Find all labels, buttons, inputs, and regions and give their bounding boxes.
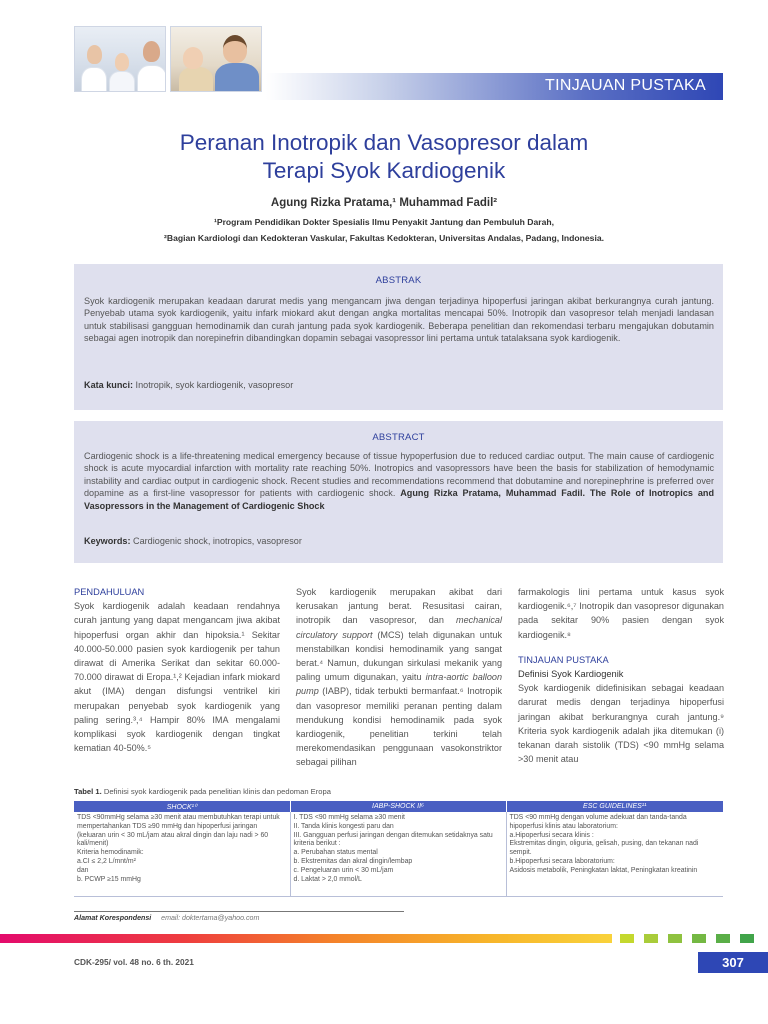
cell-line: III. Gangguan perfusi jaringan dengan ditemukan setidaknya satu kriteria berikut : bbox=[293, 831, 493, 848]
figure-head bbox=[223, 35, 247, 63]
figure-body bbox=[109, 71, 135, 92]
cell-line: b. Ekstremitas dan akral dingin/lembap bbox=[293, 857, 413, 865]
footer-square bbox=[668, 934, 682, 943]
table-cell-iabp bbox=[290, 812, 506, 896]
table-header-iabp: IABP-SHOCK II⁶ bbox=[290, 801, 506, 812]
abstrak-text: Syok kardiogenik merupakan keadaan darurat medis yang mengancam jiwa dengan terjadinya hipoperfusi jaringan akibat berkurangnya curah jantung. Penyebab utama syok kardiogenik, yaitu infark miokard akut dengan angka mortalitas mencapai 50%. Inotropik dan vasopresor telah menjadi landasan untuk stabilisasi gangguan hemodinamik dan curah jantung pada syok kardiogenik. Beberapa penelitian dan rekomendasi terbaru mengajukan dobutamin sebagai agen inotropik dan norepinefrin dibandingkan dopamin sebagai vasopressor lini pertama untuk tatalaksana syok kardiogenik. bbox=[84, 296, 714, 344]
abstrak-keywords bbox=[84, 380, 714, 390]
table-row bbox=[74, 812, 723, 896]
abstract-keywords bbox=[84, 536, 714, 546]
correspondence-email[interactable]: email: doktertama@yahoo.com bbox=[161, 914, 260, 922]
abstract-heading: ABSTRACT bbox=[372, 432, 425, 443]
abstrak-heading: ABSTRAK bbox=[375, 275, 422, 286]
affiliation-2: ²Bagian Kardiologi dan Kedokteran Vaskular, Fakultas Kedokteran, Universitas Andalas, Padang, Indonesia. bbox=[164, 233, 604, 243]
cell-line: TDS <90 mmHg dengan volume adekuat dan tanda-tanda hipoperfusi klinis atau laboratorium: bbox=[509, 814, 687, 830]
keywords-value: Cardiogenic shock, inotropics, vasopresor bbox=[130, 536, 302, 546]
header-photo-pediatric bbox=[170, 26, 262, 92]
definition-table bbox=[74, 801, 723, 897]
cell-line: d. Laktat > 2,0 mmol/L bbox=[293, 875, 362, 883]
footer-square bbox=[740, 934, 754, 943]
table-cell-shock bbox=[74, 812, 290, 896]
paragraph-text: Syok kardiogenik merupakan akibat dari kerusakan jantung berat. Resusitasi cairan, inotropik dan vasopresor, dan bbox=[296, 587, 502, 626]
cell-line: II. Tanda klinis kongesti paru dan bbox=[293, 822, 394, 830]
keywords-value: Inotropik, syok kardiogenik, vasopresor bbox=[133, 380, 294, 390]
figure-head bbox=[183, 47, 203, 69]
table-caption-text: Definisi syok kardiogenik pada penelitian klinis dan pedoman Eropa bbox=[101, 787, 331, 796]
authors: Agung Rizka Pratama,¹ Muhammad Fadil² bbox=[270, 197, 498, 209]
figure-body bbox=[81, 67, 107, 92]
table-header-esc: ESC GUIDELINES¹¹ bbox=[506, 801, 723, 812]
cell-line: Kriteria hemodinamik: bbox=[77, 849, 144, 857]
figure-body bbox=[179, 67, 213, 92]
cell-line: Asidosis metabolik, Peningkatan laktat, Peningkatan kreatinin bbox=[509, 866, 698, 874]
paragraph-text: (IABP), tidak terbukti bermanfaat.⁶ Inotropik dan vasopresor memiliki peranan penting dalam mendukung kondisi hemodinamik pada syok kardiogenik, penelitian terkini telah merekomendasikan penggunaan vasokonstriktor sebagai pilihan bbox=[296, 686, 502, 768]
body-column-1 bbox=[74, 585, 280, 755]
cell-line: a. Perubahan status mental bbox=[293, 849, 378, 857]
paragraph-definisi: Syok kardiogenik didefinisikan sebagai keadaan darurat medis dengan terjadinya hipoperfusi jaringan akibat berkurangnya curah jantung.⁹ Kriteria syok kardiogenik adalah jika ditemukan (i) tekanan darah sistolik (TDS) <90 mmHg selama >30 menit atau bbox=[518, 683, 724, 765]
paragraph-pendahuluan: Syok kardiogenik adalah keadaan rendahnya curah jantung yang dapat mengancam jiwa akibat hipoperfusi organ akhir dan hipoksia.¹ Sekitar 40.000-50.000 pasien syok kardiogenik per tahun dirawat di Amerika Serikat dan sekitar 60.000-70.000 dirawat di Eropa.¹,² Kejadian infark miokard akut (IMA) dengan disfungsi ventrikel kiri merupakan penyebab syok kardiogenik yang paling sering.³,⁴ Hampir 80% IMA mengalami komplikasi syok kardiogenik dengan tingkat kematian 40-50%.⁵ bbox=[74, 601, 280, 754]
heading-tinjauan-pustaka: TINJAUAN PUSTAKA bbox=[518, 654, 609, 665]
figure-body bbox=[215, 63, 259, 92]
cell-line: a.Hipoperfusi secara klinis : bbox=[509, 831, 594, 839]
cell-line: Ekstremitas dingin, oliguria, gelisah, pusing, dan tekanan nadi sempit. bbox=[509, 840, 699, 857]
cell-line: a.CI ≤ 2,2 L/mnt/m² bbox=[77, 857, 136, 865]
paragraph-text: farmakologis lini pertama untuk kasus syok kardiogenik.⁶,⁷ Inotropik dan vasopresor digunakan pada sekitar 90% pasien dengan syok kardiogenik.⁸ bbox=[518, 587, 724, 640]
abstract-box bbox=[74, 421, 723, 563]
affiliation-1: ¹Program Pendidikan Dokter Spesialis Ilmu Penyakit Jantung dan Pembuluh Darah, bbox=[213, 217, 554, 227]
abstract-body: Cardiogenic shock is a life-threatening medical emergency because of tissue hypoperfusion due to reduced cardiac output. The main cause of cardiogenic shock is acute myocardial infarction with mortality rate reaching 50%. Inotropics and vasopressors have been the basis for stabilization of hemodynamic instability and cardiac output in cardiogenic shock. Recent studies and recommendations recommend that dobutamine and norepinephrine is preferred over dopamine as a first-line vasopressor for patients with cardiogenic shock. bbox=[84, 451, 714, 499]
keywords-label: Kata kunci: bbox=[84, 380, 134, 390]
figure-head bbox=[143, 41, 160, 62]
keywords-label: Keywords: bbox=[84, 536, 131, 546]
cell-line: dan bbox=[77, 866, 89, 874]
correspondence-divider bbox=[74, 911, 404, 912]
abstract-citation: Agung Rizka Pratama, Muhammad Fadil. The Role of Inotropics and Vasopressors in the Management of Cardiogenic Shock bbox=[84, 488, 714, 511]
article-title-line2: Terapi Syok Kardiogenik bbox=[262, 158, 506, 183]
footer-square bbox=[620, 934, 634, 943]
cell-line: b.Hipoperfusi secara laboratorium: bbox=[509, 857, 615, 865]
table-caption bbox=[74, 787, 331, 796]
footer-square bbox=[692, 934, 706, 943]
article-title-line1: Peranan Inotropik dan Vasopresor dalam bbox=[179, 130, 589, 155]
paragraph-italic: intra-aortic balloon pump bbox=[296, 672, 503, 697]
cell-line: TDS <90mmHg selama ≥30 menit atau membutuhkan terapi untuk mempertahankan TDS ≥90 mmHg dan hipoperfusi jaringan (keluaran urin < 30 mL/jam atau akral dingin dan laju nadi > 60 kali/menit) bbox=[77, 814, 280, 848]
abstrak-box bbox=[74, 264, 723, 410]
figure-head bbox=[87, 45, 102, 64]
footer-square bbox=[716, 934, 730, 943]
abstract-text bbox=[84, 450, 714, 512]
footer-square bbox=[644, 934, 658, 943]
body-column-2 bbox=[296, 585, 502, 770]
cell-line: I. TDS <90 mmHg selama ≥30 menit bbox=[293, 814, 405, 821]
paragraph-text: (MCS) telah digunakan untuk menstabilkan kondisi hemodinamik yang sangat berat.⁴ Namun, dukungan sirkulasi mekanik yang paling umum digunakan, yaitu bbox=[296, 629, 502, 683]
section-label: TINJAUAN PUSTAKA bbox=[545, 77, 706, 94]
cell-line: c. Pengeluaran urin < 30 mL/jam bbox=[293, 866, 394, 874]
page-number: 307 bbox=[722, 955, 744, 970]
table-header-shock: SHOCK¹⁰ bbox=[74, 801, 290, 812]
footer-color-stripe bbox=[0, 934, 612, 943]
table-cell-esc bbox=[506, 812, 723, 896]
subheading-definisi: Definisi Syok Kardiogenik bbox=[518, 669, 624, 680]
cell-line: b. PCWP ≥15 mmHg bbox=[77, 875, 141, 883]
figure-body bbox=[137, 65, 166, 92]
table-caption-label: Tabel 1. bbox=[74, 787, 102, 796]
paragraph-italic: mechanical circulatory support bbox=[296, 615, 502, 640]
journal-issue: CDK-295/ vol. 48 no. 6 th. 2021 bbox=[74, 957, 194, 967]
heading-pendahuluan: PENDAHULUAN bbox=[74, 587, 145, 597]
header-photo-doctors bbox=[74, 26, 166, 92]
figure-head bbox=[115, 53, 129, 71]
correspondence-label: Alamat Korespondensi bbox=[74, 914, 152, 922]
body-column-3 bbox=[518, 585, 724, 766]
correspondence bbox=[74, 914, 259, 922]
